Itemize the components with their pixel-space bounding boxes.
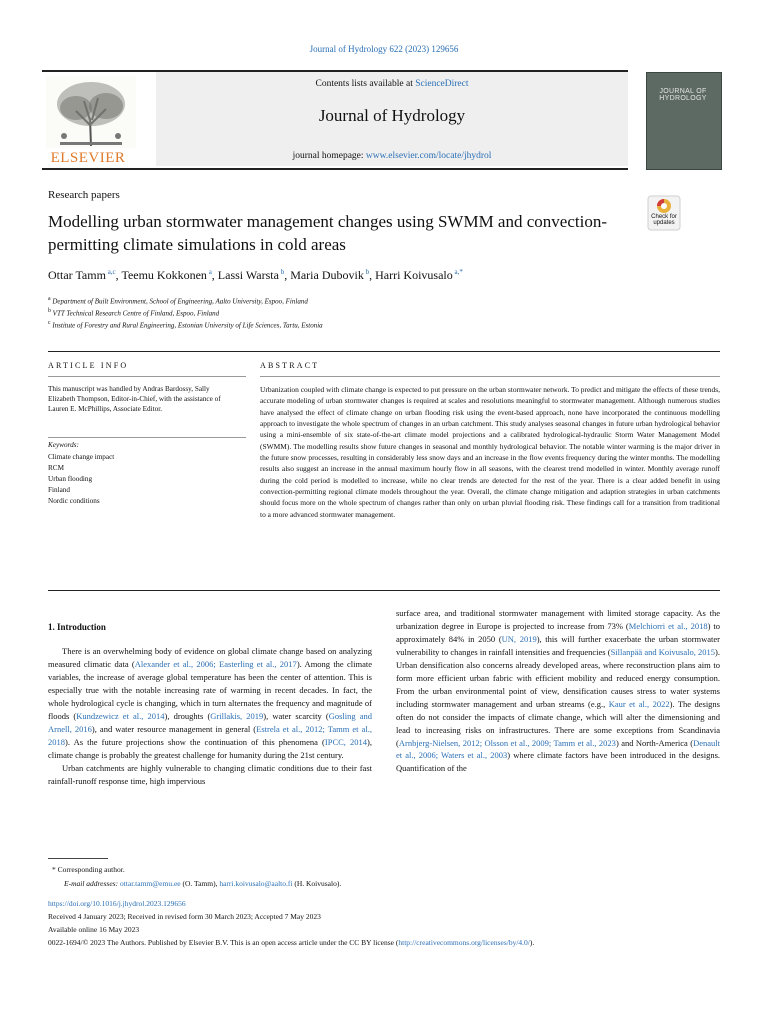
license-link[interactable]: http://creativecommons.org/licenses/by/4.0/ — [398, 938, 530, 947]
article-title: Modelling urban stormwater management changes using SWMM and convection-permitting climate simulations in cold areas — [48, 212, 607, 254]
author-name[interactable]: Harri Koivusalo — [375, 268, 453, 282]
author-name[interactable]: Maria Dubovik — [290, 268, 364, 282]
footnote-rule — [48, 858, 108, 859]
check-for-updates-label: Check for updates — [651, 214, 677, 226]
journal-homepage-link[interactable]: www.elsevier.com/locate/jhydrol — [365, 151, 492, 161]
cover-title: JOURNAL OF HYDROLOGY — [659, 88, 707, 102]
paragraph-text: surface area, and traditional stormwater management with limited storage capacity. As the urbanization degree in Europe is projected to increase from 73% ( — [396, 608, 720, 631]
body-column-right — [396, 607, 720, 775]
editor-note: This manuscript was handled by Andras Bardossy, Sally Elizabeth Thompson, Editor-in-Chief, with the assistance of Lauren E. McPhillips, Associate Editor. — [48, 385, 221, 413]
article-section-label: Research papers — [48, 189, 120, 201]
keyword-item: Finland — [48, 486, 70, 494]
introduction-heading: 1. Introduction — [48, 622, 106, 632]
paragraph-text: ), climate change is probably the greatest challenge for humanity during the 21st century. — [48, 736, 372, 760]
copyright-line: 0022-1694/© 2023 The Authors. Published by Elsevier B.V. This is an open access article under the CC BY license (http://creativecommons.org/licenses/by/4.0/). — [48, 938, 535, 947]
body-column-left — [48, 645, 372, 787]
citation-link[interactable]: Kaur et al., 2022 — [608, 698, 670, 709]
header-bottom-rule — [42, 168, 628, 170]
citation-link[interactable]: IPCC, 2014 — [324, 736, 368, 747]
keywords-list — [48, 452, 114, 507]
paragraph — [48, 645, 372, 762]
citation-link[interactable]: Gosling and Arnell, 2016 — [48, 710, 373, 734]
email-addresses: E-mail addresses: ottar.tamm@emu.ee (O. Tamm), harri.koivusalo@aalto.fi (H. Koivusalo). — [64, 879, 342, 888]
paragraph-text: ), droughts ( — [164, 710, 211, 721]
keywords-heading: Keywords: — [48, 441, 79, 449]
author-affiliation-marker[interactable]: b — [363, 268, 370, 276]
keyword-item: Nordic conditions — [48, 497, 100, 505]
email-link[interactable]: ottar.tamm@emu.ee — [119, 879, 181, 888]
affiliation-a: $^a$ Department of Built Environment, School of Engineering, Aalto University, Espoo, Finland — [48, 296, 308, 306]
sciencedirect-link[interactable]: ScienceDirect — [415, 79, 469, 89]
citation-link[interactable]: Grillakis, 2019 — [210, 710, 264, 721]
paragraph-text: There is an overwhelming body of evidence on global climate change based on analyzing measured climatic data ( — [48, 646, 372, 669]
citation-link[interactable]: Sillanpää and Koivusalo, 2015 — [610, 646, 716, 657]
journal-homepage: journal homepage: www.elsevier.com/locate/jhydrol — [292, 151, 492, 161]
author-list: Ottar Tamm $^{a,c}$, Teemu Kokkonen $^a$, Lassi Warsta $^b$, Maria Dubovik $^b$, Harri Koivusalo $^{a,*}$ — [48, 268, 463, 282]
article-info-rule — [48, 376, 246, 377]
affiliation-b: $^b$ VTT Technical Research Centre of Finland, Espoo, Finland — [48, 308, 220, 318]
abstract-text: Urbanization coupled with climate change is expected to put pressure on the urban stormwater network. To predict and mitigate the effects of these trends, accurate modeling of urban stormwater changes is required at scales and resolutions meaningful to stormwater management. Although numerous studies have analysed the effect of climate change on urban flooding risk using the event-based approach, none have incorporated the continuous modelling approach to investigate the whole spectrum of changes in an urban catchment. This study analyses seasonal changes in future urban hydrological behavior using a mini-ensemble of six state-of-the-art climate model projections and a calibrated hydrological-hydraulic Storm Water Management Model (SWMM). The modelling results show future changes in seasonal and monthly hydrological behavior. The notable winter warming is the major driver in the future snow processes, resulting in considerably less snow days and an increase in the flow events frequency during the winter months. The modelling results also suggest an increase in the annual maximum hourly flow in all seasons, with the clearest trend modelled in winter. Monthly average runoff during the cold period is modelled to increase, while no clear trends are detected for the rest of the year. There is a clear added benefit in using convection-permitting regional climate models throughout the year. Overall, the climate change mitigation and adaption strategies in urban catchments should focus more on the whole spectrum of changes rather than only on urban pluvial flooding risk. These findings call for a transition from traditional to a more advanced stormwater management. — [260, 385, 720, 519]
paragraph-text: ). Urban densification also concerns already developed areas, where reconstruction plans aim to form more efficient urban fabric with efficient mobility and reduced energy consumption. From the urban environmental point of view, densification causes stress to water systems including stormwater management and urban streams (e.g., — [396, 646, 720, 709]
elsevier-wordmark: ELSEVIER — [50, 150, 126, 166]
paragraph-text: Urban catchments are highly vulnerable to changing climatic conditions due to their fast rainfall-runoff response time, high impervious — [48, 762, 372, 786]
paragraph-text: ) where climate factors have been introduced in the designs. Quantification of the — [396, 750, 720, 774]
paragraph-text: ) and North-America ( — [615, 737, 694, 748]
paragraph-text: ), and water resource management in general ( — [91, 723, 257, 734]
author-affiliation-marker[interactable]: b — [278, 268, 285, 276]
journal-reference-link[interactable]: Journal of Hydrology 622 (2023) 129656 — [309, 44, 459, 54]
citation-link[interactable]: Kundzewicz et al., 2014 — [76, 710, 165, 721]
author-name[interactable]: Teemu Kokkonen — [121, 268, 207, 282]
paragraph-text: ), water scarcity ( — [263, 710, 329, 721]
citation-link[interactable]: Estrela et al., 2012; Tamm et al., 2018 — [48, 723, 372, 747]
author-name[interactable]: Lassi Warsta — [217, 268, 279, 282]
author-affiliation-marker[interactable]: a,* — [452, 268, 463, 276]
keyword-item: Urban flooding — [48, 475, 93, 483]
keyword-item: Climate change impact — [48, 453, 115, 461]
paragraph-text: ). As the future projections show the continuation of this phenomena ( — [65, 736, 325, 747]
affiliation-c: $^c$ Institute of Forestry and Rural Engineering, Estonian University of Life Sciences, Tartu, Estonia — [48, 320, 323, 330]
email-link[interactable]: harri.koivusalo@aalto.fi — [219, 879, 293, 888]
received-dates: Received 4 January 2023; Received in revised form 30 March 2023; Accepted 7 May 2023 — [48, 912, 321, 921]
author-name[interactable]: Ottar Tamm — [48, 268, 106, 282]
corresponding-author-note: * Corresponding author. — [52, 865, 125, 874]
journal-cover-thumbnail[interactable] — [646, 72, 722, 170]
citation-link[interactable]: Denault et al., 2006; Waters et al., 2003 — [396, 737, 720, 761]
abstract-rule — [260, 376, 720, 377]
citation-link[interactable]: Arnbjerg-Nielsen, 2012; Olsson et al., 2009; Tamm et al., 2023 — [398, 737, 616, 748]
paragraph — [396, 607, 720, 775]
article-info-heading: ARTICLE INFO — [48, 361, 129, 370]
paragraph — [48, 762, 372, 788]
online-date: Available online 16 May 2023 — [48, 925, 140, 934]
contents-availability: Contents lists available at ScienceDirect — [315, 79, 469, 89]
citation-link[interactable]: Alexander et al., 2006; Easterling et al., 2017 — [134, 658, 297, 669]
citation-link[interactable]: Melchiorri et al., 2018 — [628, 620, 708, 631]
abstract-bottom-rule — [48, 590, 720, 591]
author-affiliation-marker[interactable]: a — [206, 268, 212, 276]
paragraph-text: ). Among the climate variables, the increase of average global temperature has been the center of attention. This is especially true with the notable increasing rate of warming in recent decades. In fact, the whole hydrological cycle is changing, which in turn alternates the frequency and magnitude of floods ( — [48, 658, 372, 721]
paragraph-text: ) to approximately 84% in 2050 ( — [396, 620, 720, 644]
doi-link[interactable]: https://doi.org/10.1016/j.jhydrol.2023.129656 — [48, 899, 186, 908]
journal-name: Journal of Hydrology — [318, 106, 466, 125]
author-affiliation-marker[interactable]: a,c — [105, 268, 116, 276]
keyword-item: RCM — [48, 464, 64, 472]
paragraph-text: ), this will further exacerbate the urban stormwater vulnerability to changes in rainfall intensities and frequencies ( — [396, 633, 721, 657]
front-matter-rule — [48, 351, 720, 352]
citation-link[interactable]: UN, 2019 — [501, 633, 537, 644]
keywords-rule — [48, 437, 246, 438]
paragraph-text: ). The designs often do not consider the impacts of climate change, which will alter the dimensioning and lead to increasing risks on infrastructures. There are some exceptions from Scandinavia ( — [396, 698, 720, 748]
abstract-heading: ABSTRACT — [260, 361, 320, 370]
